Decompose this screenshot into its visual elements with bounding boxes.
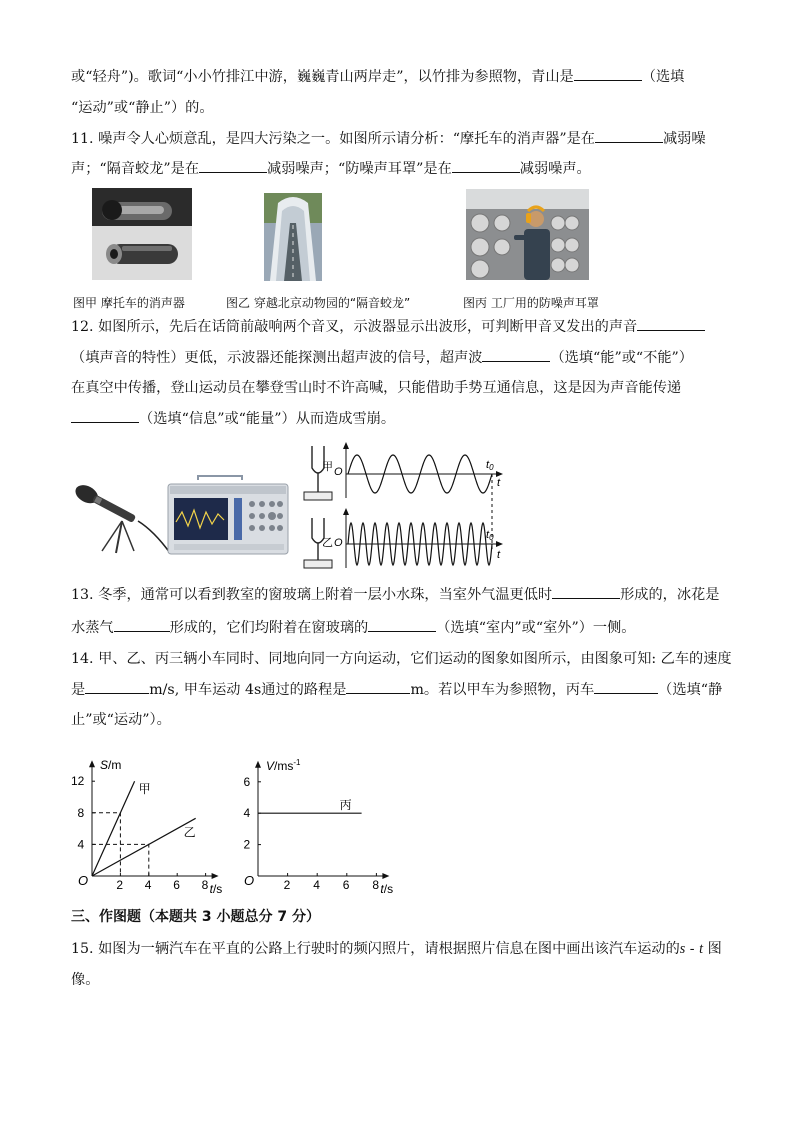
y-tick-label: 8 [77,805,85,820]
answer-blank[interactable] [114,617,170,632]
s-t-chart [70,738,230,898]
q13-line-2: 水蒸气 形成的，它们均附着在窗玻璃的 （选填“室内”或“室外”）一侧。 [71,617,635,639]
oscilloscope-icon [168,476,288,556]
x-tick-label: 6 [342,878,350,892]
q11-line-2: 声；“隔音蛟龙”是在 减弱噪声；“防噪声耳罩”是在 减弱噪声。 [71,158,591,180]
answer-blank[interactable] [595,128,663,143]
t-axis-label: t [497,477,501,489]
y-axis-label: $V/ms^{-1}$ [266,757,301,773]
caption-sound-barrier: 图乙 穿越北京动物园的“隔音蛟龙” [226,296,411,310]
v-t-chart [240,738,410,898]
origin-label: O [78,873,89,888]
tuning-fork-icon [304,446,332,500]
x-tick-label: 4 [313,878,320,892]
q10-line-2: “运动”或“静止”）的。 [71,100,214,116]
y-tick-label: 4 [77,837,85,852]
x-tick-label: 2 [116,878,124,892]
x-tick-label: 6 [173,878,180,892]
q13-line-1: 13. 冬季，通常可以看到教室的窗玻璃上附着一层小水珠，当室外气温更低时 形成的，冰花是 [71,584,719,606]
answer-blank[interactable] [552,584,620,599]
answer-blank[interactable] [85,679,149,694]
x-axis-arrow [382,873,389,879]
answer-blank[interactable] [199,158,267,173]
waveform-figure [296,440,506,580]
series-line-1 [92,781,135,876]
q15-line-2: 像。 [71,972,100,988]
x-tick-label: 4 [144,878,152,892]
series-label-1: 甲 [138,782,151,797]
x-tick-label: 2 [283,878,291,892]
microphone-icon [72,485,172,557]
series-label-2: 乙 [183,825,196,840]
y-tick-label: 6 [243,774,251,789]
q12-line-2: （填声音的特性）更低，示波器还能探测出超声波的信号，超声波 （选填“能”或“不能”） [71,347,693,369]
t0-label: t0 [486,529,494,542]
fork-label-jia: 甲 [322,461,333,473]
x-axis-arrow [212,873,219,879]
q11-line-1: 11. 噪声令人心烦意乱，是四大污染之一。如图所示请分析：“摩托车的消声器”是在 减弱噪 [71,128,706,150]
t-axis-label: t [497,549,501,561]
y-axis-label: S/m [100,758,122,773]
y-axis-arrow [89,760,95,767]
series-label-1: 丙 [339,798,352,813]
factory-earmuff-photo-icon [466,189,589,280]
y-tick-label: 4 [243,806,251,821]
sound-barrier-tunnel-photo-icon [264,193,322,281]
answer-blank[interactable] [594,679,658,694]
q14-line-3: 止”或“运动”）。 [71,712,171,728]
answer-blank[interactable] [368,617,436,632]
origin-label: O [244,873,255,888]
q12-line-1: 12. 如图所示，先后在话筒前敲响两个音叉，示波器显示出波形，可判断甲音叉发出的声音 [71,316,705,338]
answer-blank[interactable] [637,316,705,331]
x-axis-label: t/s [380,882,394,896]
q14-line-1: 14. 甲、乙、丙三辆小车同时、同地向同一方向运动，它们运动的图象如图所示，由图象可知: 乙车的速度 [71,651,732,667]
q12-line-3: 在真空中传播，登山运动员在攀登雪山时不许高喊，只能借助手势互通信息，这是因为声音能传递 [71,380,682,396]
y-tick-label: 12 [71,774,85,789]
y-tick-label: 2 [243,837,251,852]
fork-label-yi: 乙 [322,537,333,549]
t0-label: t0 [486,459,494,472]
section-3-heading: 三、作图题（本题共 3 小题总分 7 分） [71,909,320,925]
y-axis-arrow [255,761,261,768]
caption-muffler: 图甲 摩托车的消声器 [73,296,185,310]
answer-blank[interactable] [574,66,642,81]
q10-line-1: 或“轻舟”)。歌词“小小竹排江中游，巍巍青山两岸走”，以竹排为参照物，青山是 （选填 [71,66,684,88]
origin-label: O [334,466,343,478]
answer-blank[interactable] [71,408,139,423]
x-tick-label: 8 [201,878,209,892]
caption-earmuff: 图丙 工厂用的防噪声耳罩 [463,296,599,310]
answer-blank[interactable] [346,679,410,694]
x-tick-label: 8 [372,878,380,892]
x-axis-label: t/s [209,882,223,896]
q12-line-4: （选填“信息”或“能量”）从而造成雪崩。 [71,408,395,430]
answer-blank[interactable] [482,347,550,362]
origin-label: O [334,537,343,549]
q15-line-1: 15. 如图为一辆汽车在平直的公路上行驶时的频闪照片，请根据照片信息在图中画出该汽车运动的s - t 图 [71,941,722,957]
answer-blank[interactable] [452,158,520,173]
series-line-2 [92,818,196,876]
muffler-photo-icon [92,188,192,280]
q14-line-2: 是 m/s, 甲车运动 4s通过的路程是 m。若以甲车为参照物，丙车 （选填“静 [71,679,722,701]
